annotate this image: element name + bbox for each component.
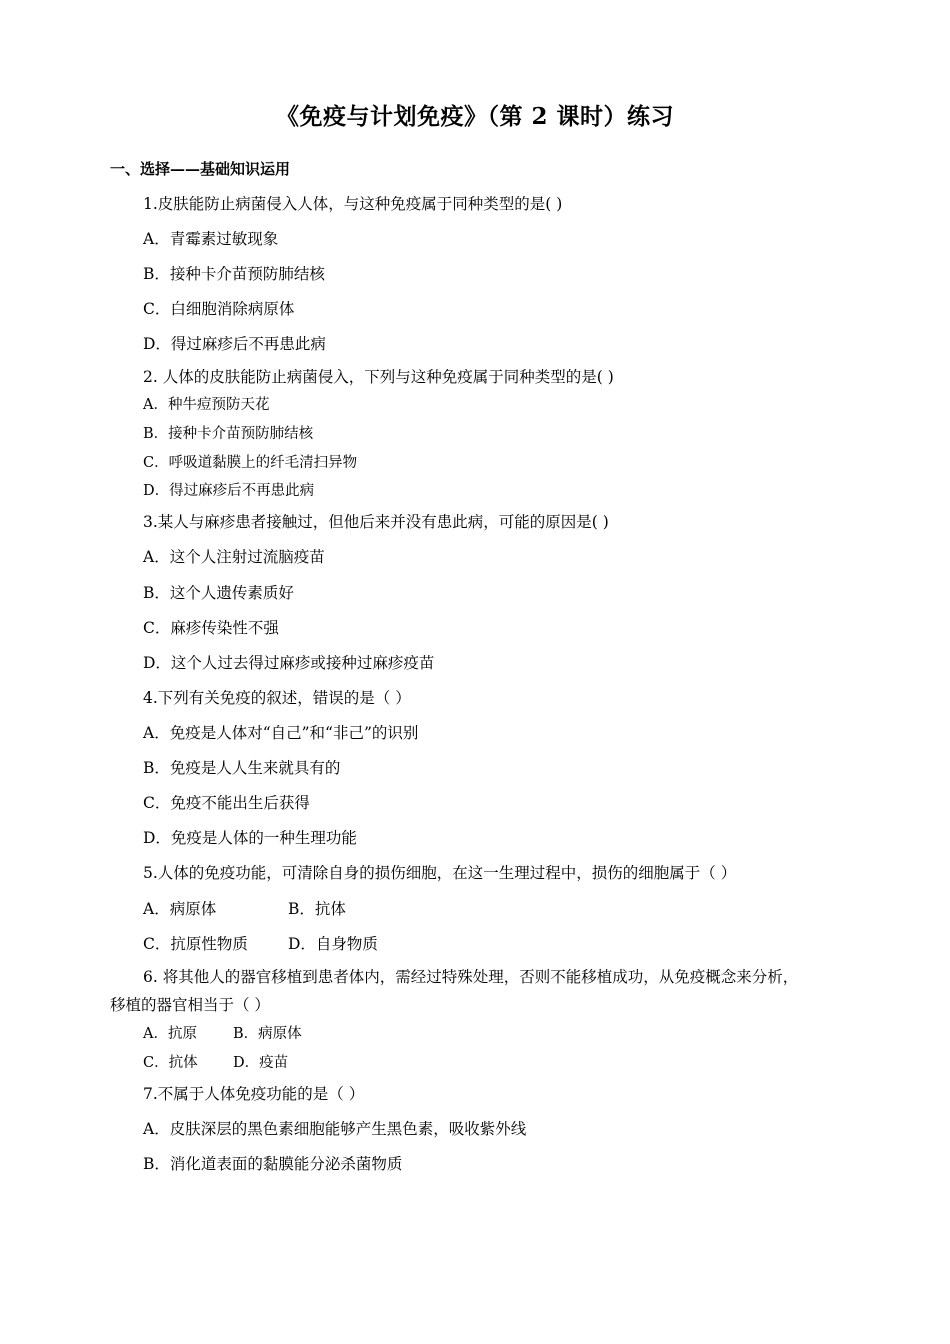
question-2-option-c: C．呼吸道黏膜上的纤毛清扫异物 <box>143 455 358 471</box>
question-1-stem: 1.皮肤能防止病菌侵入人体，与这种免疫属于同种类型的是( ) <box>143 195 563 213</box>
question-2-option-a: A．种牛痘预防天花 <box>143 397 270 413</box>
question-5-option-a: A．病原体 <box>143 900 217 918</box>
question-4-stem: 4.下列有关免疫的叙述，错误的是（ ） <box>143 689 411 707</box>
question-3-stem: 3.某人与麻疹患者接触过，但他后来并没有患此病，可能的原因是( ) <box>143 513 609 531</box>
question-3-option-c: C．麻疹传染性不强 <box>143 619 279 637</box>
question-4-option-b: B．免疫是人人生来就具有的 <box>143 759 341 777</box>
question-2-option-b: B．接种卡介苗预防肺结核 <box>143 426 314 442</box>
question-3-option-d: D．这个人过去得过麻疹或接种过麻疹疫苗 <box>143 654 435 672</box>
question-4-option-c: C．免疫不能出生后获得 <box>143 794 310 812</box>
question-3-option-a: A．这个人注射过流脑疫苗 <box>143 548 325 566</box>
question-7-stem: 7.不属于人体免疫功能的是（ ） <box>143 1085 365 1103</box>
question-5-options-row-1 <box>143 899 346 919</box>
question-5-option-d: D．自身物质 <box>288 935 378 953</box>
question-4-option-a: A．免疫是人体对“自己”和“非己”的识别 <box>143 724 419 742</box>
question-6-options-row-2 <box>143 1053 288 1073</box>
question-5-option-b: B．抗体 <box>288 900 346 918</box>
question-4-option-d: D．免疫是人体的一种生理功能 <box>143 829 357 847</box>
question-1-option-a: A．青霉素过敏现象 <box>143 230 279 248</box>
question-6-options-row-1 <box>143 1024 302 1044</box>
section-heading: 一、选择——基础知识运用 <box>110 160 291 178</box>
document-title: 《免疫与计划免疫》（第 2 课时）练习 <box>275 103 675 130</box>
question-5-stem: 5.人体的免疫功能，可清除自身的损伤细胞，在这一生理过程中，损伤的细胞属于（ ） <box>143 864 737 882</box>
question-6-option-a: A．抗原 <box>143 1026 197 1042</box>
question-6-stem-line-2: 移植的器官相当于（ ） <box>110 996 270 1014</box>
question-6-stem-line-1: 6. 将其他人的器官移植到患者体内，需经过特殊处理，否则不能移植成功，从免疫概念来分析， <box>143 968 799 986</box>
question-7-option-a: A．皮肤深层的黑色素细胞能够产生黑色素，吸收紫外线 <box>143 1120 527 1138</box>
question-6-option-c: C．抗体 <box>143 1055 198 1071</box>
question-2-option-d: D．得过麻疹后不再患此病 <box>143 483 315 499</box>
question-1-option-b: B．接种卡介苗预防肺结核 <box>143 265 325 283</box>
question-3-option-b: B．这个人遗传素质好 <box>143 584 294 602</box>
question-7-option-b: B．消化道表面的黏膜能分泌杀菌物质 <box>143 1155 403 1173</box>
question-6-option-b: B．病原体 <box>233 1026 302 1042</box>
question-6-option-d: D．疫苗 <box>233 1055 289 1071</box>
question-1-option-d: D．得过麻疹后不再患此病 <box>143 335 326 353</box>
question-1-option-c: C．白细胞消除病原体 <box>143 300 295 318</box>
question-5-option-c: C．抗原性物质 <box>143 935 248 953</box>
question-5-options-row-2 <box>143 934 378 954</box>
question-2-stem: 2. 人体的皮肤能防止病菌侵入，下列与这种免疫属于同种类型的是( ) <box>143 368 614 386</box>
